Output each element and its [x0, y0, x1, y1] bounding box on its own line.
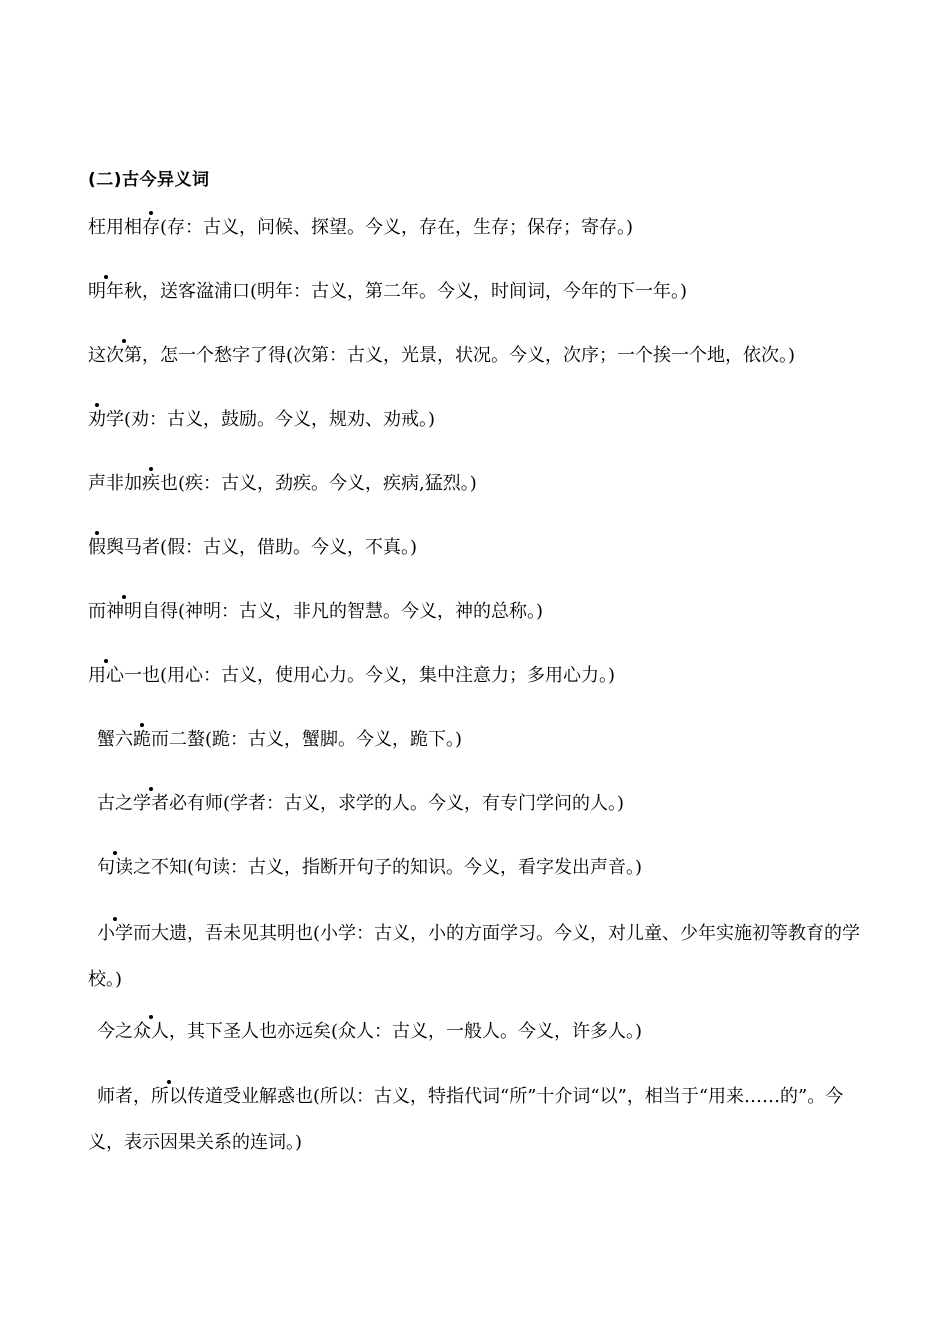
entry-text: 师者，: [97, 1086, 151, 1107]
entry-line: [97, 1010, 887, 1054]
entry-text: 之不知(句读：古义，指断开句子的知识。今义，看字发出声音。): [133, 857, 643, 878]
emphasized-word: 用心: [88, 665, 124, 686]
emphasized-word: 句读: [97, 857, 133, 878]
entry-text: 学(劝：古义，鼓励。今义，规劝、劝戒。): [106, 409, 436, 430]
emphasized-word: 所以: [151, 1086, 187, 1107]
entry-text: 而二螯(跪：古义，蟹脚。今义，跪下。): [151, 729, 463, 750]
entry-text: 也(疾：古义，劲疾。今义，疾病,猛烈。): [160, 473, 477, 494]
entry-text: 蟹六: [97, 729, 133, 750]
emphasized-word: 劝: [88, 409, 106, 430]
entry-text: 自得(神明：古义，非凡的智慧。今义，神的总称。): [142, 601, 544, 622]
entry-line: [88, 206, 878, 250]
entry-text: 枉用相: [88, 217, 142, 238]
emphasized-word: 学者: [133, 793, 169, 814]
entry-text: 一也(用心：古义，使用心力。今义，集中注意力；多用心力。): [124, 665, 616, 686]
entry-paragraph: [88, 1074, 870, 1166]
entry-line: [88, 270, 878, 314]
entry-text: 必有师(学者：古义，求学的人。今义，有专门学问的人。): [169, 793, 625, 814]
emphasized-word: 小学: [97, 923, 133, 944]
entry-text: 而大遗，吾未见其明也(小学：古义，小的方面学习。今义，对儿童、少年实施初等教育的学校。): [88, 923, 861, 990]
entry-text: 今之: [97, 1021, 133, 1042]
entry-text: 舆马者(假：古义，借助。今义，不真。): [106, 537, 418, 558]
entry-line: [88, 334, 878, 378]
entry-line: [97, 782, 887, 826]
emphasized-word: 假: [88, 537, 106, 558]
entry-text: 这: [88, 345, 106, 366]
emphasized-word: 疾: [142, 473, 160, 494]
emphasized-word: 明年: [88, 281, 124, 302]
entry-line: [88, 462, 878, 506]
emphasized-word: 次第: [106, 345, 142, 366]
emphasized-word: 众人: [133, 1021, 169, 1042]
entry-text: (存：古义，问候、探望。今义，存在，生存；保存；寄存。): [160, 217, 634, 238]
entry-line: [88, 398, 878, 442]
entry-text: ，其下圣人也亦远矣(众人：古义，一般人。今义，许多人。): [169, 1021, 643, 1042]
entry-text: 古之: [97, 793, 133, 814]
emphasized-word: 神明: [106, 601, 142, 622]
entry-text: 声非加: [88, 473, 142, 494]
section-title: (二)古今异义词: [88, 170, 210, 190]
entry-line: [88, 654, 878, 698]
entry-line: [97, 846, 887, 890]
entry-paragraph: [88, 911, 870, 1003]
entry-line: [88, 590, 878, 634]
entry-line: [97, 718, 887, 762]
emphasized-word: 存: [142, 217, 160, 238]
emphasized-word: 跪: [133, 729, 151, 750]
entry-text: ，怎一个愁字了得(次第：古义，光景，状况。今义，次序；一个挨一个地，依次。): [142, 345, 796, 366]
entry-text: 而: [88, 601, 106, 622]
entry-text: 传道受业解惑也(所以：古义，特指代词“所”十介词“以”，相当于“用来……的”。今义，表示因果关系的连词。): [88, 1086, 844, 1153]
entry-line: [88, 526, 878, 570]
entry-text: 秋，送客湓浦口(明年：古义，第二年。今义，时间词，今年的下一年。): [124, 281, 688, 302]
